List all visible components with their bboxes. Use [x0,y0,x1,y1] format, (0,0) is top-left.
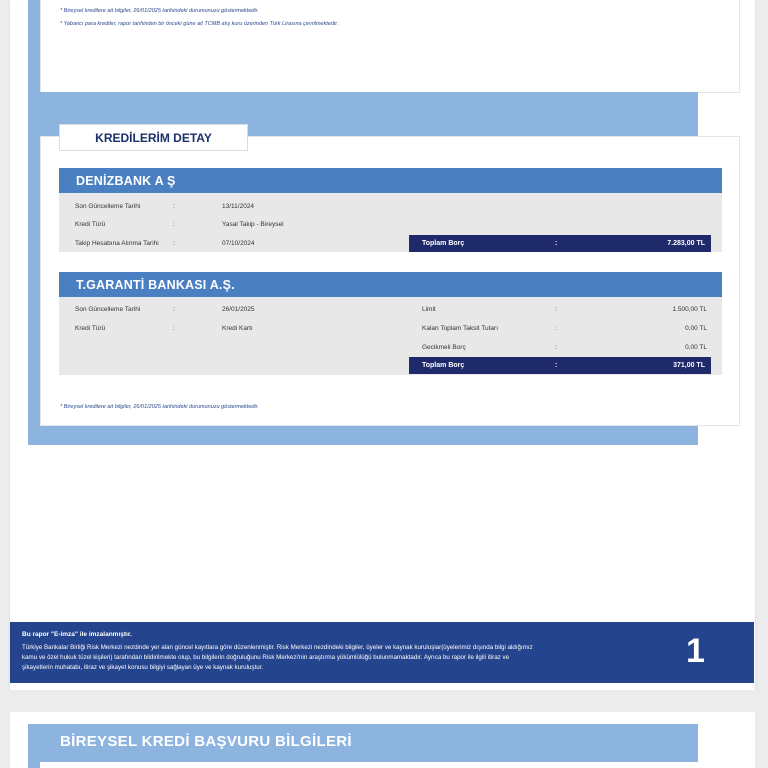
bank-header-denizbank: DENİZBANK A Ş [59,168,722,193]
row-colon: : [555,344,557,351]
row-value: Yasal Takip - Bireysel [222,221,284,228]
total-debt-bar [409,357,711,374]
footer-line: Türkiye Bankalar Birliği Risk Merkezi nezdinde yer alan güncel kayıtlara göre düzenlenmiştir. Risk Merkezi nezdindeki bilgiler, üyeler ve kaynak kuruluşlar(üyelerimiz dışında bilgi aldığımız [22,644,533,651]
next-section-title: BİREYSEL KREDİ BAŞVURU BİLGİLERİ [60,733,352,750]
bank-header-garanti: T.GARANTİ BANKASI A.Ş. [59,272,722,297]
bottom-note: * Bireysel kredilere ait bilgiler, 26/01/2025 tarihindeki durumunuzu göstermektedir. [60,404,259,410]
row-colon: : [555,306,557,313]
row-value: 0,00 TL [685,344,707,351]
next-section-card [40,762,738,768]
row-colon: : [173,203,175,210]
total-value: 7.283,00 TL [667,240,705,247]
total-value: 371,00 TL [673,362,705,369]
row-value: 13/11/2024 [222,203,255,210]
row-value: 26/01/2025 [222,306,255,313]
footer-title: Bu rapor "E-imza" ile imzalanmıştır. [22,631,132,638]
row-label: Gecikmeli Borç [422,344,466,351]
report-footer [10,622,754,683]
row-value: 0,00 TL [685,325,707,332]
total-colon: : [555,240,558,247]
row-value: Kredi Kartı [222,325,253,332]
note-line: * Bireysel kredilere ait bilgiler, 26/01/2025 tarihindeki durumunuzu göstermektedir. [60,8,259,14]
note-line: * Yabancı para krediler, rapor tarihinden bir önceki güne ait TCMB alış kuru üzerinden Türk Lirasına çevrilmektedir. [60,21,339,27]
total-colon: : [555,362,558,369]
footer-text [22,643,652,673]
section-title: KREDİLERİM DETAY [59,124,248,151]
row-label: Kalan Toplam Taksit Tutarı [422,325,498,332]
row-value: 07/10/2024 [222,240,255,247]
total-label: Toplam Borç [422,240,465,247]
row-colon: : [173,325,175,332]
row-colon: : [173,240,175,247]
total-debt-bar [409,235,711,252]
row-label: Kredi Türü [75,221,106,228]
row-label: Limit [422,306,436,313]
row-colon: : [173,306,175,313]
side-band [28,0,40,92]
row-label: Son Güncelleme Tarihi [75,203,141,210]
row-label: Son Güncelleme Tarihi [75,306,141,313]
footer-line: kamu ve özel hukuk tüzel kişileri) tarafından bildirilmekte olup, bu bilgilerin doğruluğunu Risk Merkezi'nin araştırma yükümlülüğü bulunmamaktadır. Ayrıca bu rapor ile ilgili itiraz ve [22,654,510,661]
row-colon: : [555,325,557,332]
row-label: Kredi Türü [75,325,106,332]
total-label: Toplam Borç [422,362,465,369]
footer-line: şikayetlerin muhatabı, itiraz ve şikayet konusu bilgiyi sağlayan üye ve kaynak kuruluştur. [22,664,264,671]
row-label: Takip Hesabına Alınma Tarihi [75,240,159,247]
row-colon: : [173,221,175,228]
page-number: 1 [686,632,705,670]
page-gap [0,690,768,710]
row-value: 1.500,00 TL [672,306,707,313]
